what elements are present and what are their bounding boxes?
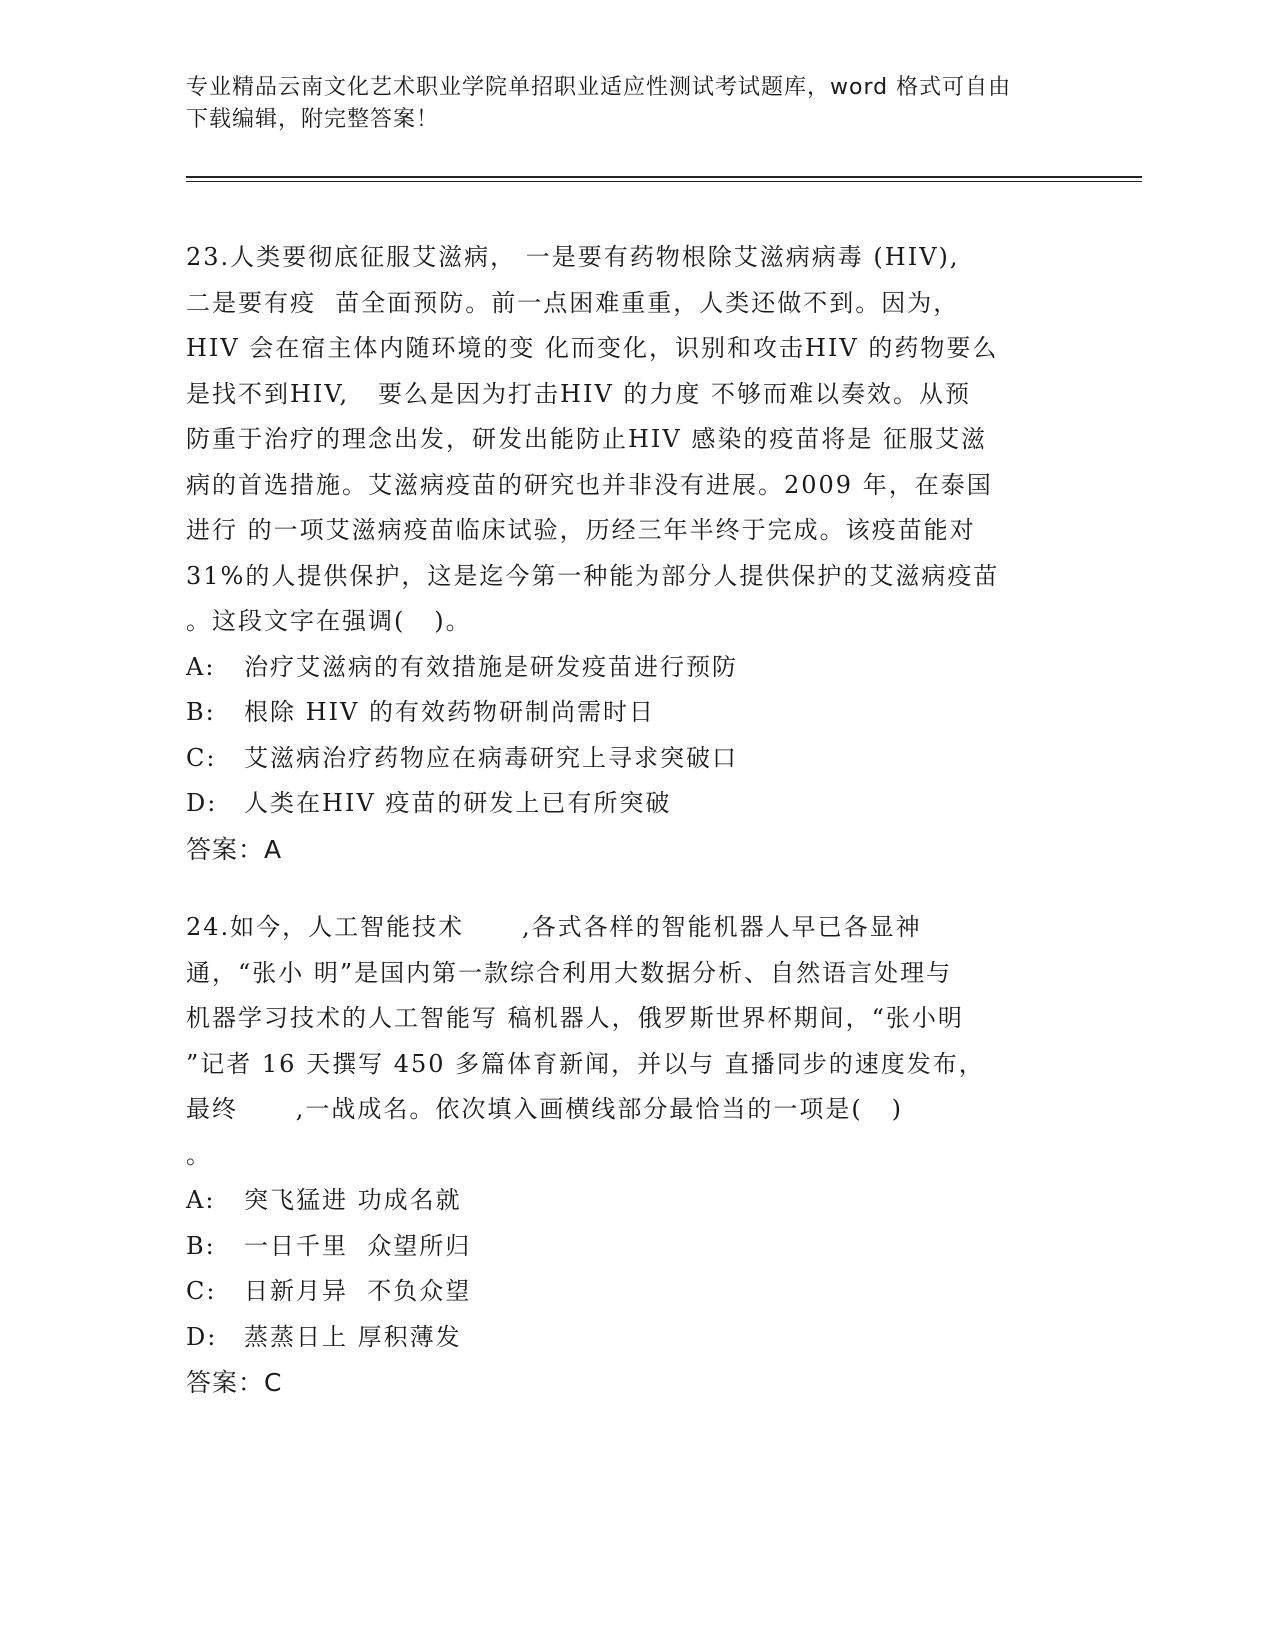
option-text: 治疗艾滋病的有效措施是研发疫苗进行预防 (244, 652, 738, 681)
stem-line: 二是要有疫 苗全面预防。前一点困难重重，人类还做不到。因为， (186, 288, 960, 317)
option-d (186, 1315, 1066, 1361)
stem-line: 23.人类要彻底征服艾滋病， 一是要有药物根除艾滋病病毒 (HIV), (186, 243, 960, 271)
answer-line: 答案：A (186, 834, 283, 864)
option-letter: A: (186, 652, 216, 681)
stem-line: 通，“张小 明”是国内第一款综合利用大数据分析、自然语言处理与 (186, 958, 953, 987)
option-a (186, 1178, 1066, 1224)
option-b (186, 1224, 1066, 1270)
stem-line: 最终 ,一战成名。依次填入画横线部分最恰当的一项是( ) (186, 1095, 904, 1123)
question-stem (186, 905, 1066, 1178)
option-d (186, 781, 1066, 827)
stem-line: 31%的人提供保护，这是迄今第一种能为部分人提供保护的艾滋病疫苗 (186, 561, 1000, 590)
header-divider-thin (186, 181, 1142, 182)
question-stem (186, 235, 1066, 645)
option-text: 蒸蒸日上 厚积薄发 (244, 1322, 462, 1351)
option-b (186, 690, 1066, 736)
stem-line: 防重于治疗的理念出发，研发出能防止HIV 感染的疫苗将是 征服艾滋 (186, 425, 987, 453)
option-letter: C: (186, 743, 217, 772)
stem-line: HIV 会在宿主体内随环境的变 化而变化，识别和攻击HIV 的药物要么 (186, 334, 999, 362)
option-c (186, 1269, 1066, 1315)
option-letter: D: (186, 1322, 218, 1351)
stem-line: 是找不到HIV, 要么是因为打击HIV 的力度 不够而难以奏效。从预 (186, 379, 972, 408)
stem-line: 。这段文字在强调( )。 (186, 607, 472, 635)
question-24 (186, 905, 1066, 1406)
option-text: 突飞猛进 功成名就 (244, 1186, 462, 1214)
option-letter: B: (186, 1231, 216, 1260)
header-line: 专业精品云南文化艺术职业学院单招职业适应性测试考试题库，word 格式可自由 (186, 75, 1012, 100)
option-letter: A: (186, 1186, 216, 1214)
option-a (186, 645, 1066, 691)
option-text: 一日千里 众望所归 (244, 1231, 472, 1260)
option-c (186, 736, 1066, 782)
option-letter: C: (186, 1277, 217, 1305)
option-text: 日新月异 不负众望 (244, 1277, 472, 1305)
option-text: 根除 HIV 的有效药物研制尚需时日 (244, 698, 655, 726)
option-letter: B: (186, 698, 216, 726)
stem-line: 。 (186, 1140, 212, 1169)
stem-line: 机器学习技术的人工智能写 稿机器人，俄罗斯世界杯期间，“张小明 (186, 1004, 964, 1032)
stem-line: 进行 的一项艾滋病疫苗临床试验，历经三年半终于完成。该疫苗能对 (186, 516, 976, 544)
page-header (186, 72, 1066, 136)
stem-line: 病的首选措施。艾滋病疫苗的研究也并非没有进展。2009 年，在泰国 (186, 470, 993, 499)
stem-line: 24.如今，人工智能技术 ,各式各样的智能机器人早已各显神 (186, 913, 922, 941)
option-letter: D: (186, 789, 218, 817)
option-text: 人类在HIV 疫苗的研发上已有所突破 (244, 789, 672, 817)
header-divider (186, 176, 1142, 178)
option-text: 艾滋病治疗药物应在病毒研究上寻求突破口 (244, 743, 738, 772)
answer-line: 答案：C (186, 1368, 283, 1397)
stem-line: ”记者 16 天撰写 450 多篇体育新闻，并以与 直播同步的速度发布， (186, 1049, 985, 1078)
header-line: 下载编辑，附完整答案！ (186, 107, 440, 132)
question-23 (186, 235, 1066, 873)
